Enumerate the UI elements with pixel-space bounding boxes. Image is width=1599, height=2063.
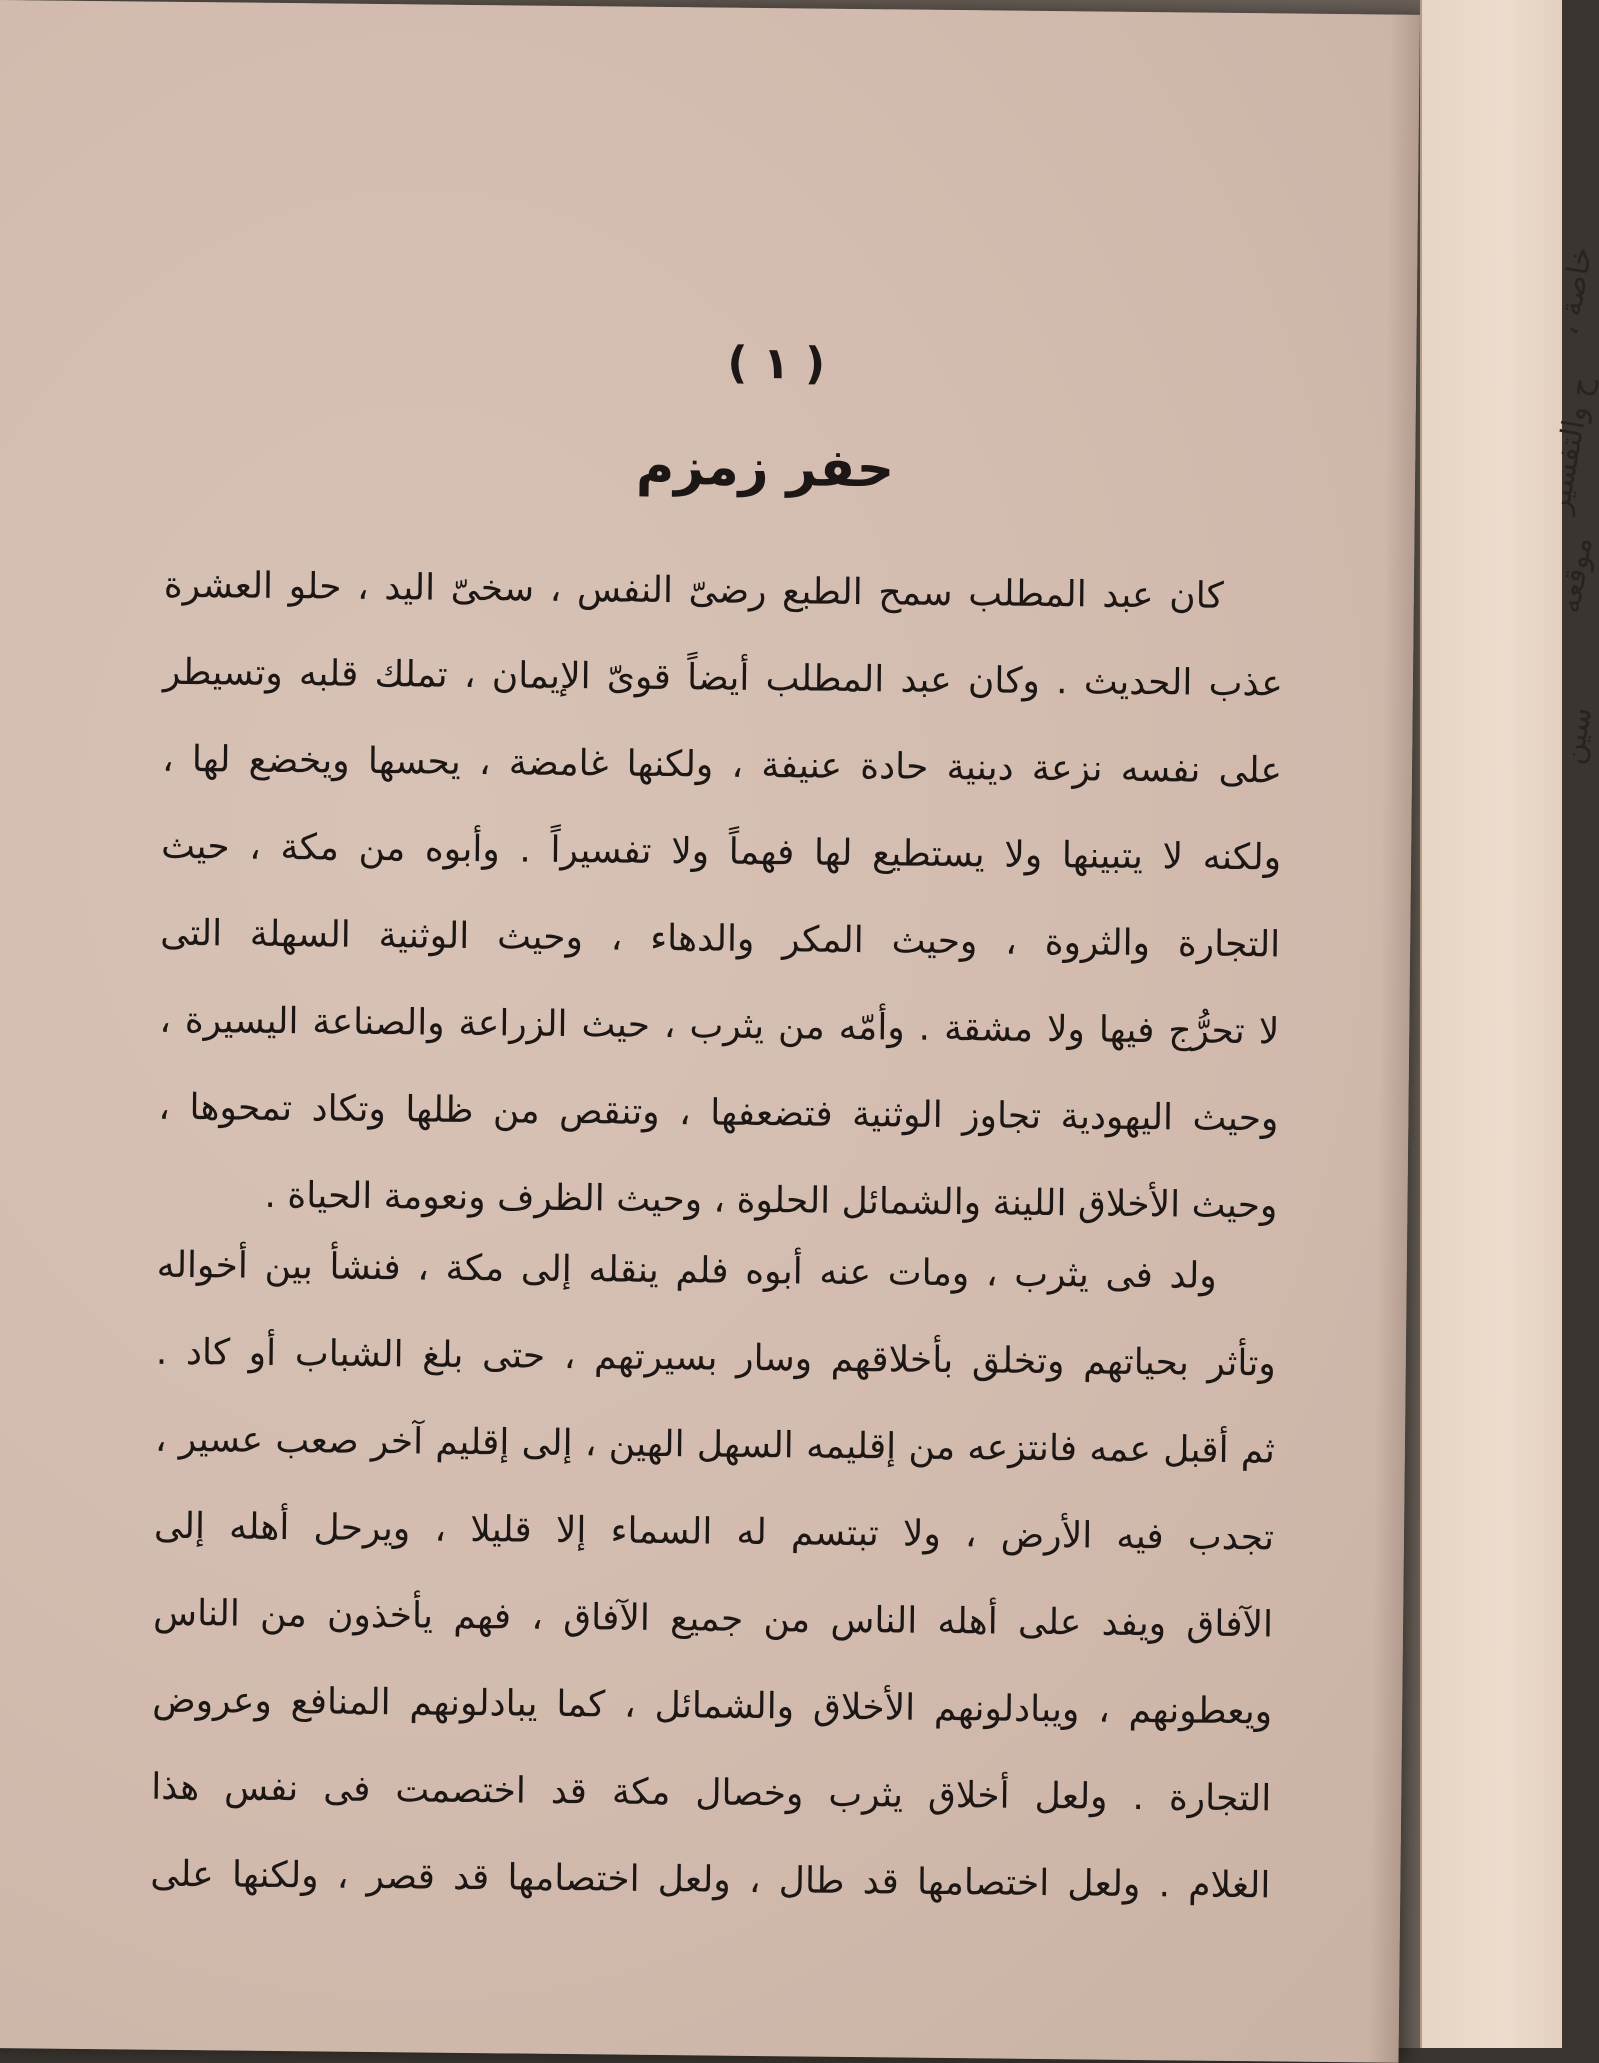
chapter-title: حفر زمزم [635, 436, 895, 500]
text-line: وتأثر بحياتهم وتخلق بأخلاقهم وسار بسيرتهم ، حتى بلغ الشباب أو كاد . [155, 1331, 1277, 1385]
text-line: وحيث الأخلاق اللينة والشمائل الحلوة ، وحيث الظرف ونعومة الحياة . [264, 1174, 1278, 1227]
text-line: ولكنه لا يتبينها ولا يستطيع لها فهماً ولا تفسيراً . وأبوه من مكة ، حيث [160, 825, 1282, 879]
text-line: الغلام . ولعل اختصامها قد طال ، ولعل اختصامها قد قصر ، ولكنها على [150, 1853, 1271, 1907]
text-line: التجارة والثروة ، وحيث المكر والدهاء ، وحيث الوثنية السهلة التى [160, 912, 1281, 966]
text-line: ويعطونهم ، ويبادلونهم الأخلاق والشمائل ، كما يبادلونهم المنافع وعروض [151, 1679, 1273, 1733]
adjacent-page-fragment: موقعه [1551, 534, 1599, 616]
text-line: عذب الحديث . وكان عبد المطلب أيضاً قوىّ الإيمان ، تملك قلبه وتسيطر [162, 651, 1284, 705]
adjacent-page-fragment: خاصة ، [1549, 244, 1599, 338]
text-line: لا تحرُّج فيها ولا مشقة . وأمّه من يثرب ، حيث الزراعة والصناعة اليسيرة ، [159, 999, 1280, 1053]
text-line: ولد فى يثرب ، ومات عنه أبوه فلم ينقله إلى مكة ، فنشأ بين أخواله [156, 1244, 1217, 1297]
paragraph-2 [150, 1222, 1277, 1930]
text-line: الآفاق ويفد على أهله الناس من جميع الآفاق ، فهم يأخذون من الناس [152, 1592, 1274, 1646]
adjacent-page-fragment: ح والتفسير [1540, 374, 1599, 516]
adjacent-page-fragment: سين [1554, 704, 1599, 767]
text-line: وحيث اليهودية تجاوز الوثنية فتضعفها ، وتنقص من ظلها وتكاد تمحوها ، [158, 1086, 1279, 1140]
text-line: كان عبد المطلب سمح الطبع رضىّ النفس ، سخىّ اليد ، حلو العشرة [163, 564, 1225, 617]
text-line: ثم أقبل عمه فانتزعه من إقليمه السهل الهين ، إلى إقليم آخر صعب عسير ، [154, 1418, 1276, 1472]
text-line: التجارة . ولعل أخلاق يثرب وخصال مكة قد اختصمت فى نفس هذا [151, 1766, 1272, 1820]
text-line: تجدب فيه الأرض ، ولا تبتسم له السماء إلا قليلا ، ويرحل أهله إلى [153, 1505, 1275, 1559]
adjacent-page-edge [1420, 0, 1599, 2048]
chapter-number: ( ١ ) [727, 337, 826, 390]
paragraph-1 [157, 542, 1284, 1250]
text-line: على نفسه نزعة دينية حادة عنيفة ، ولكنها غامضة ، يحسها ويخضع لها ، [161, 738, 1283, 792]
